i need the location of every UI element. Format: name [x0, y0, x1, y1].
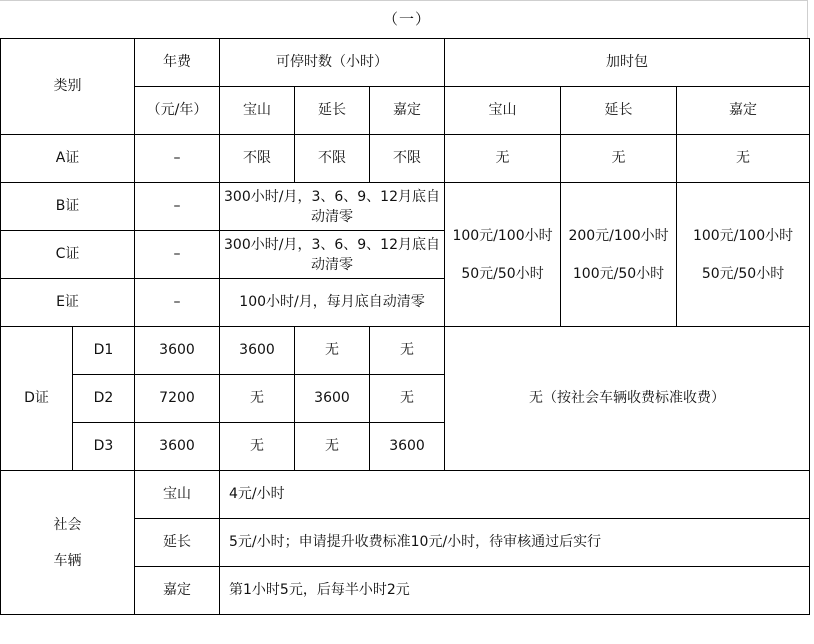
- addon-yanchang: 无: [561, 135, 677, 183]
- hours-baoshan: 3600: [220, 327, 295, 375]
- hours-yanchang: 无: [295, 423, 370, 471]
- hours-yanchang: 不限: [295, 135, 370, 183]
- hours-jiading: 无: [370, 327, 445, 375]
- hours-header: 可停时数（小时）: [220, 39, 445, 87]
- category-label: A证: [1, 135, 135, 183]
- row-social-baoshan: [1, 471, 810, 519]
- hours-yanchang: 3600: [295, 375, 370, 423]
- annual-fee: –: [135, 135, 220, 183]
- addon-jiading-header: 嘉定: [677, 87, 810, 135]
- bce-addon-jiading: [677, 183, 810, 327]
- package-line-1: 100元/100小时: [692, 227, 794, 244]
- d-addon-note: 无（按社会车辆收费标准收费）: [445, 327, 810, 471]
- addon-baoshan: 无: [445, 135, 561, 183]
- sub-category-label: D2: [73, 375, 135, 423]
- hours-yanchang-header: 延长: [295, 87, 370, 135]
- hours-jiading: 不限: [370, 135, 445, 183]
- addon-header: 加时包: [445, 39, 810, 87]
- social-site: 延长: [135, 519, 220, 567]
- annual-fee: –: [135, 279, 220, 327]
- category-header: 类别: [1, 39, 135, 135]
- addon-baoshan-header: 宝山: [445, 87, 561, 135]
- hours-baoshan: 无: [220, 423, 295, 471]
- annual-unit-header: （元/年）: [135, 87, 220, 135]
- category-label: E证: [1, 279, 135, 327]
- hours-baoshan-header: 宝山: [220, 87, 295, 135]
- hours-quota: 300小时/月，3、6、9、12月底自动清零: [220, 183, 445, 231]
- annual-fee: –: [135, 183, 220, 231]
- social-rate: 5元/小时；申请提升收费标准10元/小时，待审核通过后实行: [220, 519, 810, 567]
- bce-addon-yanchang: [561, 183, 677, 327]
- category-label: B证: [1, 183, 135, 231]
- social-rate: 第1小时5元，后每半小时2元: [220, 567, 810, 615]
- package-line-2: 50元/50小时: [461, 265, 544, 282]
- social-label-line-1: 社会: [53, 516, 82, 533]
- hours-baoshan: 无: [220, 375, 295, 423]
- row-a: [1, 135, 810, 183]
- hours-quota: 300小时/月，3、6、9、12月底自动清零: [220, 231, 445, 279]
- package-line-2: 100元/50小时: [572, 265, 665, 282]
- social-site: 宝山: [135, 471, 220, 519]
- row-d1: [1, 327, 810, 375]
- package-line-1: 100元/100小时: [452, 227, 553, 244]
- hours-jiading: 无: [370, 375, 445, 423]
- hours-jiading: 3600: [370, 423, 445, 471]
- hours-baoshan: 不限: [220, 135, 295, 183]
- header-row-1: [1, 39, 810, 87]
- addon-jiading: 无: [677, 135, 810, 183]
- hours-quota: 100小时/月，每月底自动清零: [220, 279, 445, 327]
- package-line-1: 200元/100小时: [568, 227, 669, 244]
- social-site: 嘉定: [135, 567, 220, 615]
- fee-table: [0, 38, 810, 615]
- social-label-line-2: 车辆: [53, 552, 82, 569]
- hours-jiading-header: 嘉定: [370, 87, 445, 135]
- hours-yanchang: 无: [295, 327, 370, 375]
- annual-fee: 7200: [135, 375, 220, 423]
- row-b: [1, 183, 810, 231]
- table-title: （一）: [382, 10, 431, 28]
- package-line-2: 50元/50小时: [701, 265, 785, 282]
- addon-yanchang-header: 延长: [561, 87, 677, 135]
- bce-addon-baoshan: [445, 183, 561, 327]
- social-vehicle-label: [1, 471, 135, 615]
- annual-fee: 3600: [135, 327, 220, 375]
- category-label: D证: [1, 327, 73, 471]
- sub-category-label: D3: [73, 423, 135, 471]
- annual-fee: –: [135, 231, 220, 279]
- sub-category-label: D1: [73, 327, 135, 375]
- social-rate: 4元/小时: [220, 471, 810, 519]
- annual-fee: 3600: [135, 423, 220, 471]
- annual-fee-header: 年费: [135, 39, 220, 87]
- category-label: C证: [1, 231, 135, 279]
